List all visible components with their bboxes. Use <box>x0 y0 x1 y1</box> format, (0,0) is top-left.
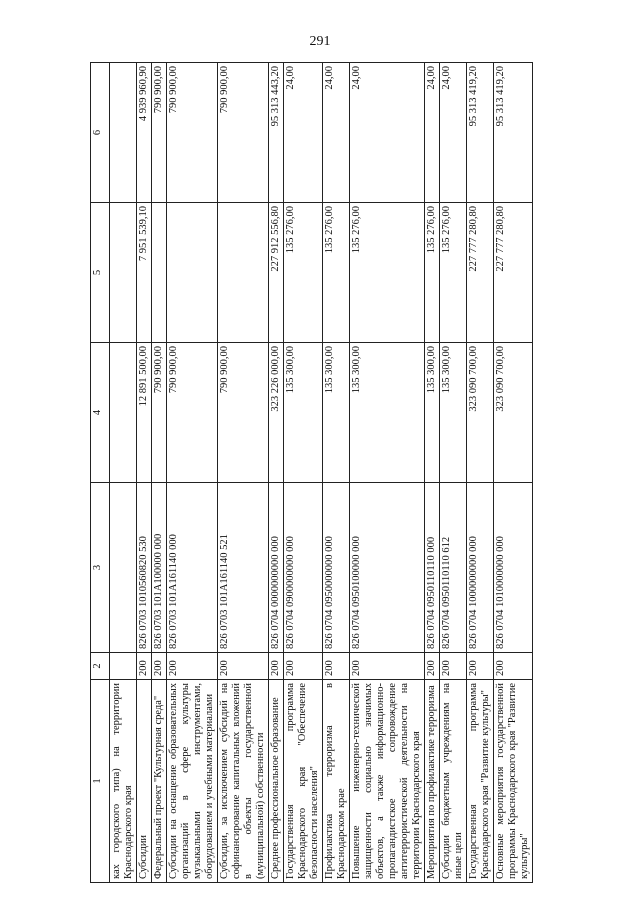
row-value-5 <box>167 203 218 343</box>
table-row <box>284 63 323 883</box>
table-row <box>167 63 218 883</box>
row-value-4: 135 300,00 <box>323 343 350 483</box>
row-value-6: 24,00 <box>284 63 323 203</box>
row-value-6: 24,00 <box>323 63 350 203</box>
row-value-5 <box>152 203 167 343</box>
row-code: 826 0704 1000000000 000 <box>467 483 494 653</box>
rotated-table-container <box>90 63 602 883</box>
row-value-6: 790 900,00 <box>152 63 167 203</box>
row-value-6: 790 900,00 <box>218 63 269 203</box>
table-row <box>152 63 167 883</box>
row-col2: 200 <box>425 653 440 680</box>
table-row <box>218 63 269 883</box>
column-header: 4 <box>91 343 110 483</box>
row-value-4: 323 090 700,00 <box>494 343 533 483</box>
column-header: 2 <box>91 653 110 680</box>
row-value-6: 4 939 960,90 <box>137 63 152 203</box>
row-value-6: 24,00 <box>425 63 440 203</box>
row-code: 826 0704 0000000000 000 <box>269 483 284 653</box>
column-header: 6 <box>91 63 110 203</box>
row-value-4: 135 300,00 <box>425 343 440 483</box>
page-number: 291 <box>309 34 331 49</box>
row-name: Повышение инженерно-технической защищенности социально значимых объектов, а также информационно-пропагандистское сопровождение антитеррористической деятельности на территории Краснодарского края <box>350 680 425 883</box>
row-col2: 200 <box>494 653 533 680</box>
row-col2: 200 <box>269 653 284 680</box>
row-code: 826 0703 101А161140 521 <box>218 483 269 653</box>
row-value-4: 135 300,00 <box>284 343 323 483</box>
row-value-4: 790 900,00 <box>167 343 218 483</box>
row-value-4: 12 891 500,00 <box>137 343 152 483</box>
row-name: Мероприятия по профилактике терроризма <box>425 680 440 883</box>
row-value-5 <box>110 203 137 343</box>
row-col2: 200 <box>137 653 152 680</box>
row-col2: 200 <box>167 653 218 680</box>
row-name: Субсидии бюджетным учреждениям на иные цели <box>440 680 467 883</box>
row-col2 <box>110 653 137 680</box>
table-row <box>269 63 284 883</box>
row-value-6 <box>110 63 137 203</box>
row-name: Субсидии <box>137 680 152 883</box>
row-value-6: 24,00 <box>350 63 425 203</box>
row-value-5: 135 276,00 <box>323 203 350 343</box>
row-value-4: 135 300,00 <box>350 343 425 483</box>
row-value-5: 227 777 280,80 <box>467 203 494 343</box>
row-name: Среднее профессиональное образование <box>269 680 284 883</box>
row-value-5: 227 912 556,80 <box>269 203 284 343</box>
row-value-5 <box>218 203 269 343</box>
row-col2: 200 <box>284 653 323 680</box>
table-row <box>425 63 440 883</box>
row-code: 826 0704 0950110110 000 <box>425 483 440 653</box>
table-row <box>137 63 152 883</box>
row-col2: 200 <box>350 653 425 680</box>
row-code: 826 0703 101А161140 000 <box>167 483 218 653</box>
row-value-6: 95 313 443,20 <box>269 63 284 203</box>
row-code: 826 0704 0950110110 612 <box>440 483 467 653</box>
row-col2: 200 <box>440 653 467 680</box>
row-value-6: 95 313 419,20 <box>494 63 533 203</box>
row-code: 826 0703 101А100000 000 <box>152 483 167 653</box>
row-code <box>110 483 137 653</box>
row-value-6: 95 313 419,20 <box>467 63 494 203</box>
row-name: Субсидии, за исключением субсидий на софинансирование капитальных вложений в объекты государственной (муниципальной) собственности <box>218 680 269 883</box>
budget-table <box>90 62 533 883</box>
row-value-5: 227 777 280,80 <box>494 203 533 343</box>
row-value-6: 790 900,00 <box>167 63 218 203</box>
column-header: 5 <box>91 203 110 343</box>
row-col2: 200 <box>152 653 167 680</box>
table-row <box>350 63 425 883</box>
row-name: Основные мероприятия государственной программы Краснодарского края "Развитие культуры" <box>494 680 533 883</box>
row-col2: 200 <box>218 653 269 680</box>
row-code: 826 0703 1010560820 530 <box>137 483 152 653</box>
row-name: Профилактика терроризма в Краснодарском крае <box>323 680 350 883</box>
table-row <box>467 63 494 883</box>
table-row <box>440 63 467 883</box>
table-row <box>323 63 350 883</box>
row-value-5: 135 276,00 <box>350 203 425 343</box>
row-code: 826 0704 0900000000 000 <box>284 483 323 653</box>
row-code: 826 0704 0950000000 000 <box>323 483 350 653</box>
table-row <box>494 63 533 883</box>
row-code: 826 0704 1010000000 000 <box>494 483 533 653</box>
row-value-4: 790 900,00 <box>152 343 167 483</box>
row-value-5: 135 276,00 <box>440 203 467 343</box>
row-code: 826 0704 0950100000 000 <box>350 483 425 653</box>
row-name: Государственная программа Краснодарского края "Обеспечение безопасности населения" <box>284 680 323 883</box>
column-header: 3 <box>91 483 110 653</box>
row-name: Федеральный проект "Культурная среда" <box>152 680 167 883</box>
row-value-5: 135 276,00 <box>425 203 440 343</box>
row-name: ках городского типа) на территории Краснодарского края <box>110 680 137 883</box>
row-value-6: 24,00 <box>440 63 467 203</box>
row-value-4: 135 300,00 <box>440 343 467 483</box>
row-value-4 <box>110 343 137 483</box>
row-value-4: 323 090 700,00 <box>467 343 494 483</box>
row-name: Государственная программа Краснодарского края "Развитие культуры" <box>467 680 494 883</box>
row-value-4: 790 900,00 <box>218 343 269 483</box>
row-value-4: 323 226 000,00 <box>269 343 284 483</box>
table-row <box>110 63 137 883</box>
row-col2: 200 <box>323 653 350 680</box>
table-header-row <box>91 63 110 883</box>
column-header: 1 <box>91 680 110 883</box>
row-value-5: 7 951 539,10 <box>137 203 152 343</box>
row-name: Субсидии на оснащение образовательных организаций в сфере культуры музыкальными инструментами, оборудованием и учебными материалами <box>167 680 218 883</box>
row-col2: 200 <box>467 653 494 680</box>
row-value-5: 135 276,00 <box>284 203 323 343</box>
